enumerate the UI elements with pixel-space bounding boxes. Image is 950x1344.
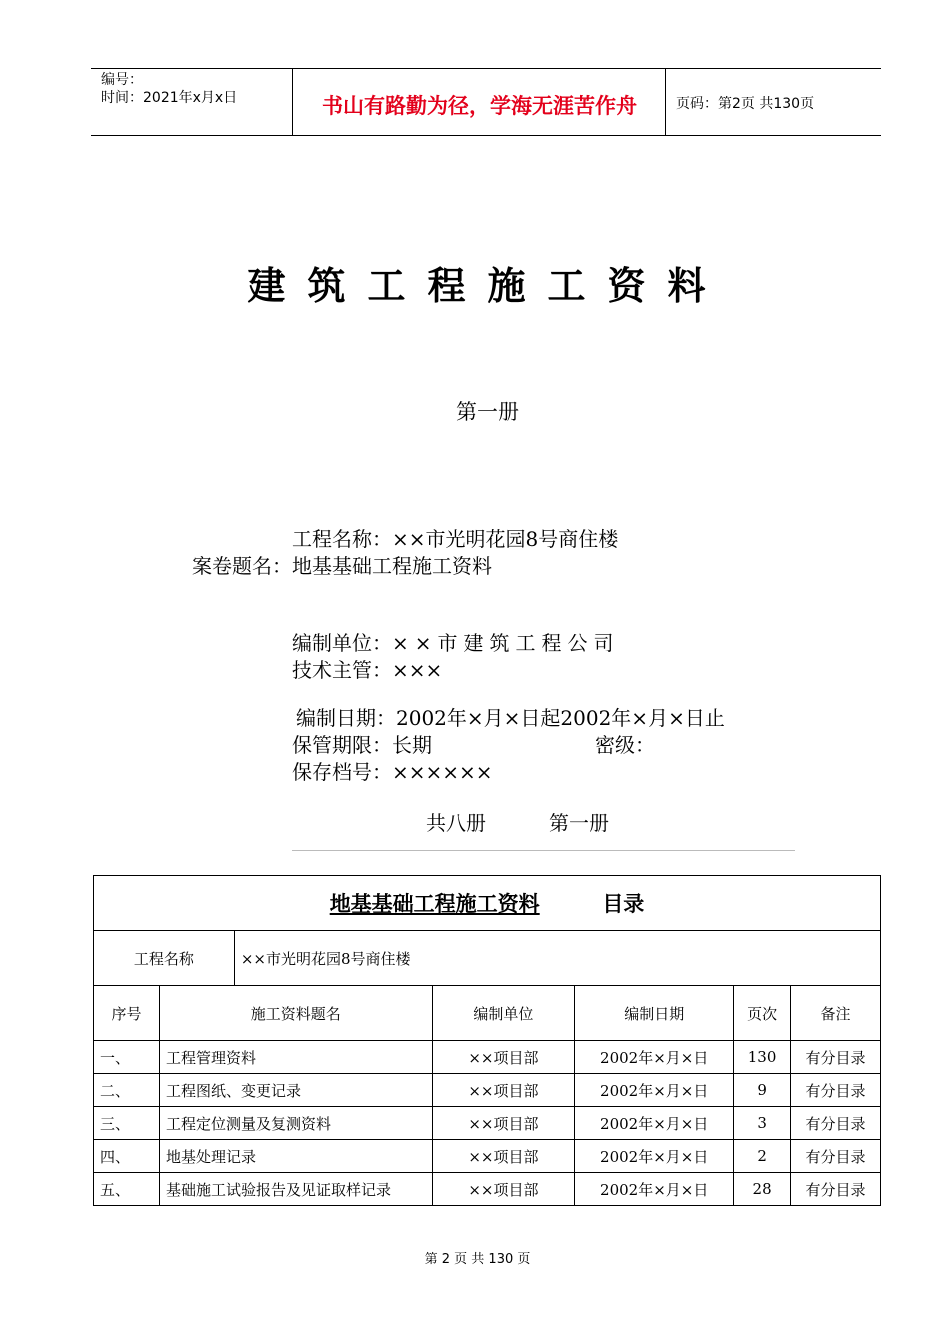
row-unit: ××项目部 xyxy=(432,1173,575,1206)
serial-label: 编号： xyxy=(101,72,143,88)
header-divider-right xyxy=(665,68,666,136)
toc-header-date: 编制日期 xyxy=(575,986,734,1041)
table-row xyxy=(94,1107,881,1140)
section-divider xyxy=(292,850,795,851)
table-row xyxy=(94,1074,881,1107)
row-index: 一、 xyxy=(94,1041,160,1074)
row-remarks: 有分目录 xyxy=(791,1041,881,1074)
header-meta xyxy=(101,71,237,107)
row-title: 工程管理资料 xyxy=(159,1041,432,1074)
table-row xyxy=(94,1140,881,1173)
page-footer: 第 2 页 共 130 页 xyxy=(424,1252,531,1267)
archive-number: 保存档号：×××××× xyxy=(292,760,493,784)
toc-header-title: 施工资料题名 xyxy=(159,986,432,1041)
compile-date: 编制日期：2002年×月×日起2002年×月×日止 xyxy=(296,706,725,730)
row-unit: ××项目部 xyxy=(432,1140,575,1173)
header-divider-left xyxy=(292,68,293,136)
row-remarks: 有分目录 xyxy=(791,1140,881,1173)
retention-period: 保管期限：长期 xyxy=(292,733,432,757)
header-bottom-line xyxy=(91,135,881,136)
toc-title-suffix: 目录 xyxy=(602,892,645,916)
row-title: 基础施工试验报告及见证取样记录 xyxy=(159,1173,432,1206)
row-pages: 130 xyxy=(734,1041,791,1074)
volume-label: 第一册 xyxy=(456,400,519,424)
row-date: 2002年×月×日 xyxy=(575,1041,734,1074)
row-index: 三、 xyxy=(94,1107,160,1140)
toc-project-value: ××市光明花园8号商住楼 xyxy=(234,931,880,986)
row-unit: ××项目部 xyxy=(432,1074,575,1107)
time-label: 时间：2021年x月x日 xyxy=(101,90,238,106)
toc-header-index: 序号 xyxy=(94,986,160,1041)
case-title: 案卷题名：地基基础工程施工资料 xyxy=(192,554,492,578)
compile-unit xyxy=(292,627,620,656)
row-unit: ××项目部 xyxy=(432,1107,575,1140)
row-index: 四、 xyxy=(94,1140,160,1173)
compile-unit-value: ××市建筑工程公司 xyxy=(392,631,620,655)
row-remarks: 有分目录 xyxy=(791,1173,881,1206)
row-index: 二、 xyxy=(94,1074,160,1107)
toc-title-main: 地基基础工程施工资料 xyxy=(329,892,540,916)
row-title: 工程图纸、变更记录 xyxy=(159,1074,432,1107)
row-remarks: 有分目录 xyxy=(791,1074,881,1107)
row-remarks: 有分目录 xyxy=(791,1107,881,1140)
row-title: 工程定位测量及复测资料 xyxy=(159,1107,432,1140)
header-top-line xyxy=(91,68,881,69)
table-row xyxy=(94,1041,881,1074)
document-title: 建筑工程施工资料 xyxy=(247,264,728,308)
toc-header-pages: 页次 xyxy=(734,986,791,1041)
project-name: 工程名称：××市光明花园8号商住楼 xyxy=(292,527,619,551)
row-pages: 28 xyxy=(734,1173,791,1206)
toc-project-label: 工程名称 xyxy=(94,931,235,986)
row-pages: 2 xyxy=(734,1140,791,1173)
technical-supervisor: 技术主管：××× xyxy=(292,658,443,682)
row-index: 五、 xyxy=(94,1173,160,1206)
row-title: 地基处理记录 xyxy=(159,1140,432,1173)
toc-title xyxy=(94,876,881,931)
secrecy-level: 密级： xyxy=(595,733,655,757)
row-date: 2002年×月×日 xyxy=(575,1074,734,1107)
row-date: 2002年×月×日 xyxy=(575,1140,734,1173)
row-date: 2002年×月×日 xyxy=(575,1107,734,1140)
row-date: 2002年×月×日 xyxy=(575,1173,734,1206)
row-pages: 3 xyxy=(734,1107,791,1140)
toc-table xyxy=(93,875,881,1206)
toc-header-remarks: 备注 xyxy=(791,986,881,1041)
toc-header-unit: 编制单位 xyxy=(432,986,575,1041)
row-unit: ××项目部 xyxy=(432,1041,575,1074)
header-page-code: 页码：第2页 共130页 xyxy=(676,96,815,112)
header-motto: 书山有路勤为径，学海无涯苦作舟 xyxy=(322,93,637,118)
total-volumes: 共八册 xyxy=(426,811,486,835)
row-pages: 9 xyxy=(734,1074,791,1107)
this-volume: 第一册 xyxy=(549,811,609,835)
compile-unit-label: 编制单位： xyxy=(292,631,392,655)
table-row xyxy=(94,1173,881,1206)
